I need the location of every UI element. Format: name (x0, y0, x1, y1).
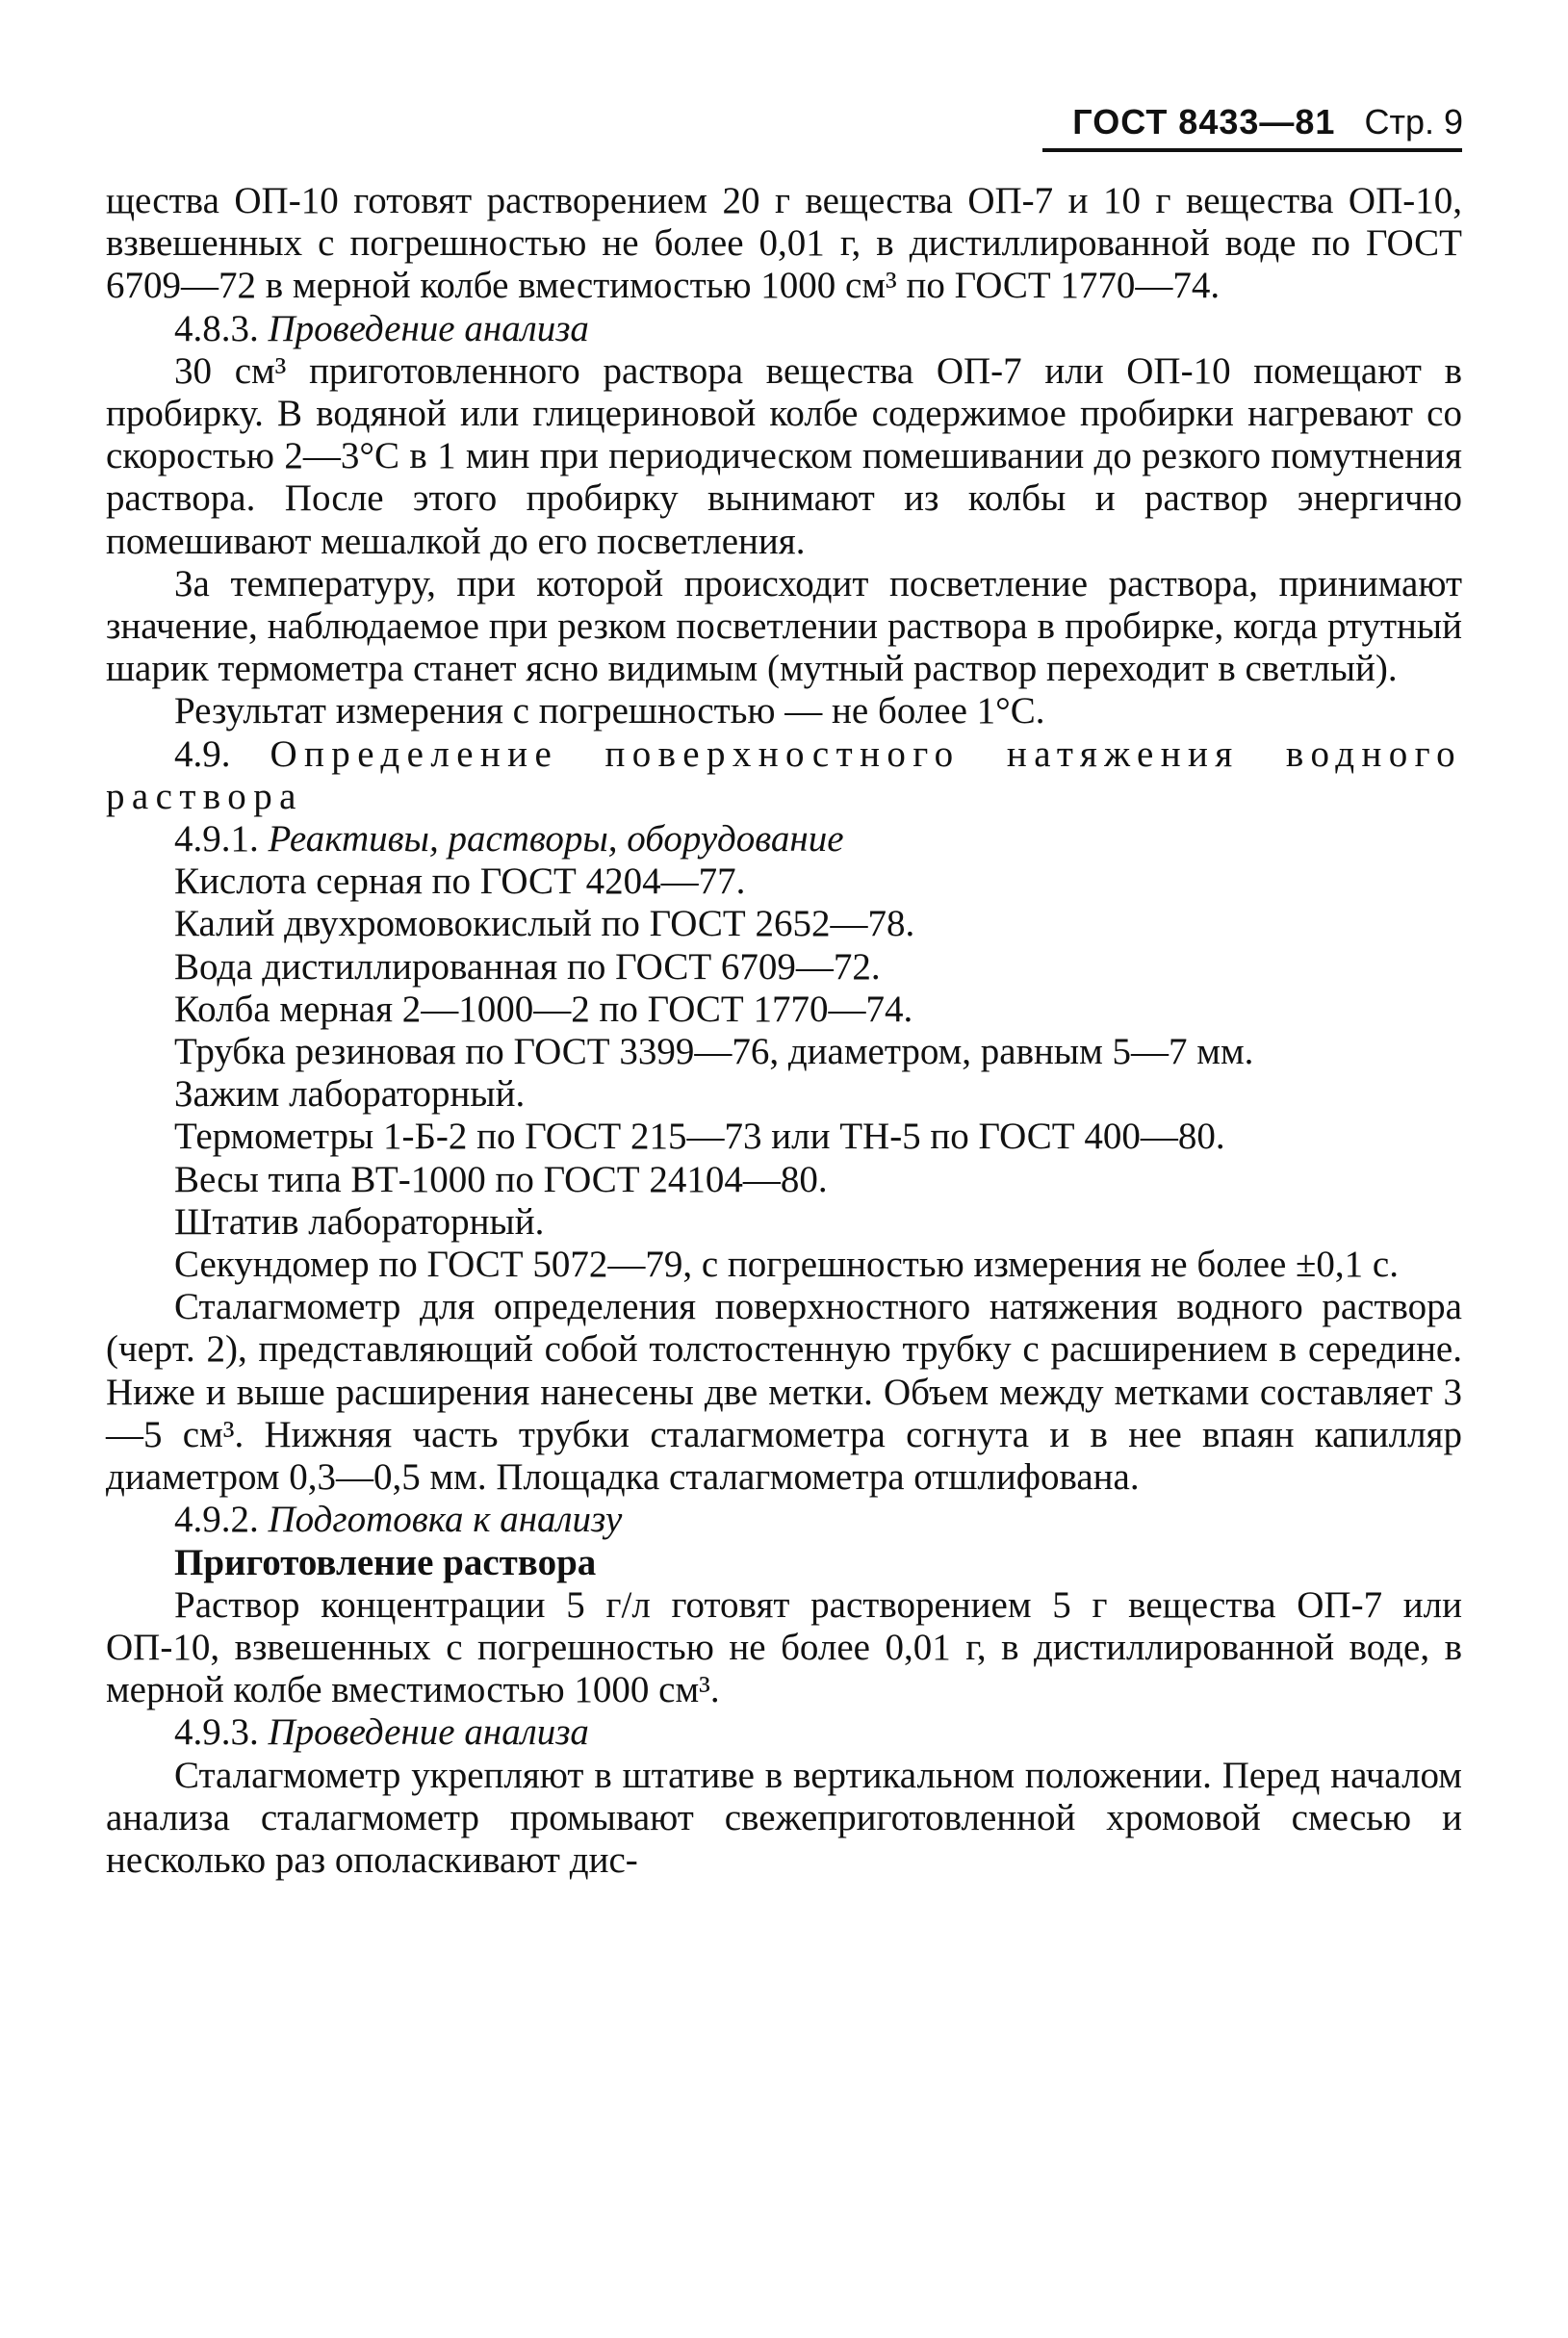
list-item: Зажим лабораторный. (174, 1073, 526, 1116)
list-item: Вода дистиллированная по ГОСТ 6709—72. (174, 945, 881, 988)
list-item: Термометры 1-Б-2 по ГОСТ 215—73 или ТН-5 по ГОСТ 400—80. (174, 1116, 1225, 1158)
list-item: Весы типа ВТ-1000 по ГОСТ 24104—80. (174, 1158, 828, 1200)
section-number: 4.8.3. (174, 307, 259, 349)
list-item: Калий двухромовокислый по ГОСТ 2652—78. (174, 903, 915, 945)
page-number: Стр. 9 (1364, 102, 1463, 141)
list-item: Трубка резиновая по ГОСТ 3399—76, диаметром, равным 5—7 мм. (174, 1031, 1254, 1073)
section-number: 4.9.3. (174, 1711, 259, 1754)
section-4-9-2-heading (106, 1499, 1462, 1541)
paragraph-result: Результат измерения с погрешностью — не более 1°С. (174, 690, 1045, 732)
section-title: Подготовка к анализу (268, 1499, 623, 1541)
list-item: Колба мерная 2—1000—2 по ГОСТ 1770—74. (174, 988, 913, 1030)
section-number: 4.9. (174, 732, 231, 775)
paragraph-stalagmometer: Сталагмометр для определения поверхностного натяжения водного раствора (черт. 2), представляющий собой толстостенную трубку с расширением в середине. Ниже и выше расширения нанесены две метки. Объем между метками составляет 3—5 см³. Нижняя часть трубки сталагмометра согнута и в нее впаян капилляр диаметром 0,3—0,5 мм. Площадка сталагмометра отшлифована. (106, 1286, 1462, 1499)
paragraph-solution: Раствор концентрации 5 г/л готовят растворением 5 г вещества ОП-7 или ОП-10, взвешенных с погрешностью не более 0,01 г, в дистиллированной воде, в мерной колбе вместимостью 1000 см³. (106, 1583, 1462, 1711)
paragraph-procedure: 30 см³ приготовленного раствора вещества ОП-7 или ОП-10 помещают в пробирку. В водяной или глицериновой колбе содержимое пробирки нагревают со скоростью 2—3°С в 1 мин при периодическом помешивании до резкого помутнения раствора. После этого пробирку вынимают из колбы и раствор энергично помешивают мешалкой до его посветления. (106, 349, 1462, 562)
section-title: Определение поверхностного натяжения водного раствора (106, 732, 1462, 817)
section-number: 4.9.2. (174, 1499, 259, 1541)
standard-code: ГОСТ 8433—81 (1072, 102, 1336, 141)
section-4-9-heading (106, 733, 1462, 818)
page-header (1072, 102, 1463, 142)
list-item: Секундомер по ГОСТ 5072—79, с погрешностью измерения не более ±0,1 с. (174, 1244, 1399, 1286)
list-item: Кислота серная по ГОСТ 4204—77. (174, 861, 746, 903)
paragraph-temperature: За температуру, при которой происходит посветление раствора, принимают значение, наблюдаемое при резком посветлении раствора в пробирке, когда ртутный шарик термометра станет ясно видимым (мутный раствор переходит в светлый). (106, 562, 1462, 690)
list-item: Штатив лабораторный. (174, 1200, 545, 1243)
body-text (106, 180, 1462, 1882)
section-4-9-3-heading (106, 1711, 1462, 1754)
section-4-8-3-heading (106, 308, 1462, 350)
section-title: Проведение анализа (268, 1711, 589, 1754)
paragraph-continued: щества ОП-10 готовят растворением 20 г вещества ОП-7 и 10 г вещества ОП-10, взвешенных с погрешностью не более 0,01 г, в дистиллированной воде по ГОСТ 6709—72 в мерной колбе вместимостью 1000 см³ по ГОСТ 1770—74. (106, 180, 1462, 307)
header-rule (1042, 148, 1462, 152)
section-title: Реактивы, растворы, оборудование (268, 818, 844, 861)
subsection-heading: Приготовление раствора (174, 1541, 597, 1583)
section-number: 4.9.1. (174, 818, 259, 861)
paragraph-analysis: Сталагмометр укрепляют в штативе в вертикальном положении. Перед началом анализа сталагмометр промывают свежеприготовленной хромовой смесью и несколько раз ополаскивают дис- (106, 1754, 1462, 1881)
section-title: Проведение анализа (268, 307, 589, 349)
section-4-9-1-heading (106, 818, 1462, 861)
